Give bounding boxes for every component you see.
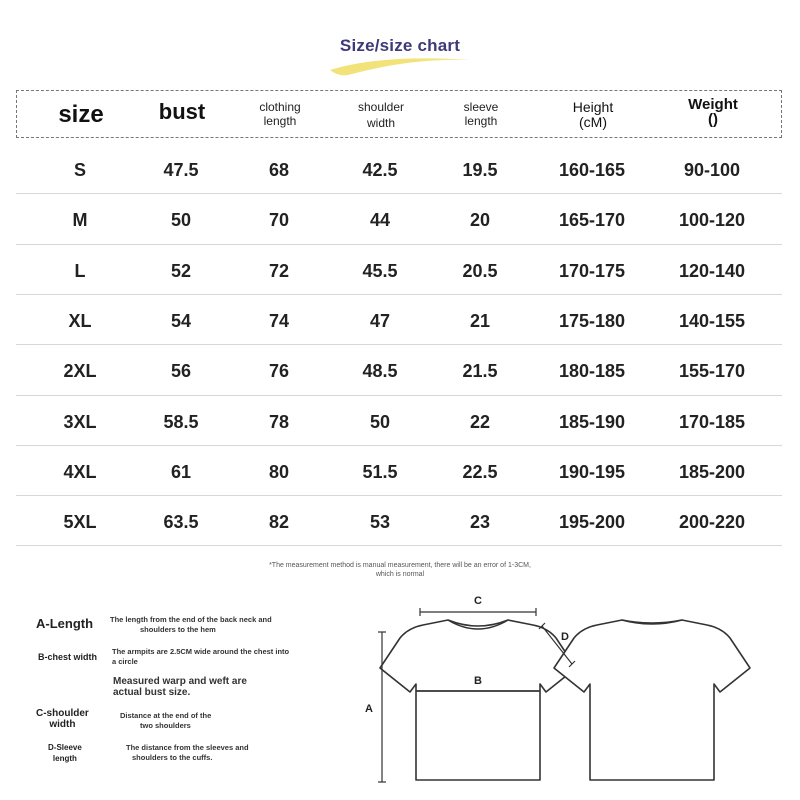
table-row <box>16 346 782 396</box>
diagram-label-d: D <box>561 631 569 643</box>
legend-a-text: The length from the end of the back neck and shoulders to the hem <box>110 615 272 634</box>
cell-shoulder-width: 44 <box>369 210 391 231</box>
row-divider <box>16 344 782 345</box>
cell-bust: 50 <box>170 210 192 231</box>
cell-height: 175-180 <box>558 310 626 331</box>
row-divider <box>16 193 782 194</box>
header-weight: Weight () <box>688 96 738 128</box>
cell-height: 180-185 <box>558 361 626 382</box>
measurement-note: *The measurement method is manual measurement, there will be an error of 1-3CM, which is normal <box>269 562 531 578</box>
header-size: size <box>58 101 104 128</box>
cell-sleeve-length: 19.5 <box>462 160 498 180</box>
cell-bust: 61 <box>170 461 192 482</box>
diagram-label-c: C <box>474 595 482 607</box>
front-tshirt-icon <box>380 620 576 780</box>
cell-height: 195-200 <box>558 512 626 533</box>
cell-shoulder-width: 51.5 <box>362 461 398 482</box>
back-tshirt-icon <box>554 620 750 780</box>
cell-bust: 54 <box>170 310 192 331</box>
table-row <box>16 246 782 296</box>
cell-weight: 120-140 <box>678 260 746 281</box>
cell-sleeve-length: 20 <box>469 210 491 231</box>
cell-size: 4XL <box>63 461 97 482</box>
legend-b-text: The armpits are 2.5CM wide around the chest into a circle <box>112 647 290 666</box>
cell-weight: 140-155 <box>678 310 746 331</box>
cell-height: 160-165 <box>558 160 626 180</box>
cell-sleeve-length: 21 <box>469 310 491 331</box>
cell-size: 2XL <box>63 361 97 382</box>
cell-sleeve-length: 21.5 <box>462 361 498 382</box>
legend-d-label: D-Sleeve length <box>48 743 82 763</box>
cell-weight: 170-185 <box>678 411 746 432</box>
cell-bust: 63.5 <box>163 512 199 533</box>
cell-clothing-length: 72 <box>268 260 290 281</box>
cell-shoulder-width: 45.5 <box>362 260 398 281</box>
row-divider <box>16 545 782 546</box>
cell-shoulder-width: 42.5 <box>362 160 398 180</box>
cell-clothing-length: 68 <box>268 160 290 180</box>
cell-size: L <box>74 260 86 281</box>
header-bust: bust <box>158 99 206 124</box>
table-row <box>16 296 782 346</box>
cell-height: 190-195 <box>558 461 626 482</box>
row-divider <box>16 294 782 295</box>
header-sleeve-length: sleeve length <box>463 100 499 128</box>
header-shoulder-width: shoulder width <box>357 100 405 130</box>
cell-clothing-length: 76 <box>268 361 290 382</box>
tshirt-measurement-diagram <box>358 590 778 790</box>
cell-height: 185-190 <box>558 411 626 432</box>
cell-bust: 56 <box>170 361 192 382</box>
header-clothing-length: clothing length <box>259 100 301 128</box>
title-block <box>300 28 500 78</box>
cell-weight: 100-120 <box>678 210 746 231</box>
cell-clothing-length: 82 <box>268 512 290 533</box>
table-row <box>16 447 782 497</box>
cell-shoulder-width: 53 <box>369 512 391 533</box>
cell-bust: 52 <box>170 260 192 281</box>
cell-clothing-length: 74 <box>268 310 290 331</box>
row-divider <box>16 244 782 245</box>
cell-shoulder-width: 50 <box>369 411 391 432</box>
row-divider <box>16 445 782 446</box>
cell-sleeve-length: 22.5 <box>462 461 498 482</box>
page-title: Size/size chart <box>339 36 461 55</box>
legend-a-label: A-Length <box>36 616 94 631</box>
cell-height: 165-170 <box>558 210 626 231</box>
header-height: Height (cM) <box>572 99 614 130</box>
cell-bust: 58.5 <box>163 411 199 432</box>
cell-clothing-length: 80 <box>268 461 290 482</box>
row-divider <box>16 395 782 396</box>
cell-sleeve-length: 20.5 <box>462 260 498 281</box>
cell-weight: 200-220 <box>678 512 746 533</box>
cell-weight: 90-100 <box>683 160 741 180</box>
cell-size: 3XL <box>63 411 97 432</box>
table-row <box>16 497 782 547</box>
legend-c-text: Distance at the end of the two shoulders <box>120 711 212 730</box>
cell-height: 170-175 <box>558 260 626 281</box>
cell-weight: 185-200 <box>678 461 746 482</box>
legend-b-label: B-chest width <box>38 652 98 662</box>
table-header <box>16 90 782 138</box>
row-divider <box>16 495 782 496</box>
legend-c-label: C-shoulder width <box>36 708 89 730</box>
table-row <box>16 195 782 245</box>
cell-size: 5XL <box>63 512 97 533</box>
cell-weight: 155-170 <box>678 361 746 382</box>
cell-bust: 47.5 <box>163 160 199 180</box>
cell-size: XL <box>68 310 92 331</box>
cell-sleeve-length: 23 <box>469 512 491 533</box>
legend-b-text-2: Measured warp and weft are actual bust size. <box>113 676 247 698</box>
diagram-label-a: A <box>365 703 373 715</box>
table-row <box>16 145 782 195</box>
cell-size: S <box>73 160 87 180</box>
table-row <box>16 397 782 447</box>
cell-clothing-length: 70 <box>268 210 290 231</box>
cell-sleeve-length: 22 <box>469 411 491 432</box>
cell-size: M <box>72 210 88 231</box>
cell-shoulder-width: 48.5 <box>362 361 398 382</box>
cell-clothing-length: 78 <box>268 411 290 432</box>
diagram-label-b: B <box>474 675 482 687</box>
cell-shoulder-width: 47 <box>369 310 391 331</box>
legend-d-text: The distance from the sleeves and shoulders to the cuffs. <box>126 743 249 762</box>
